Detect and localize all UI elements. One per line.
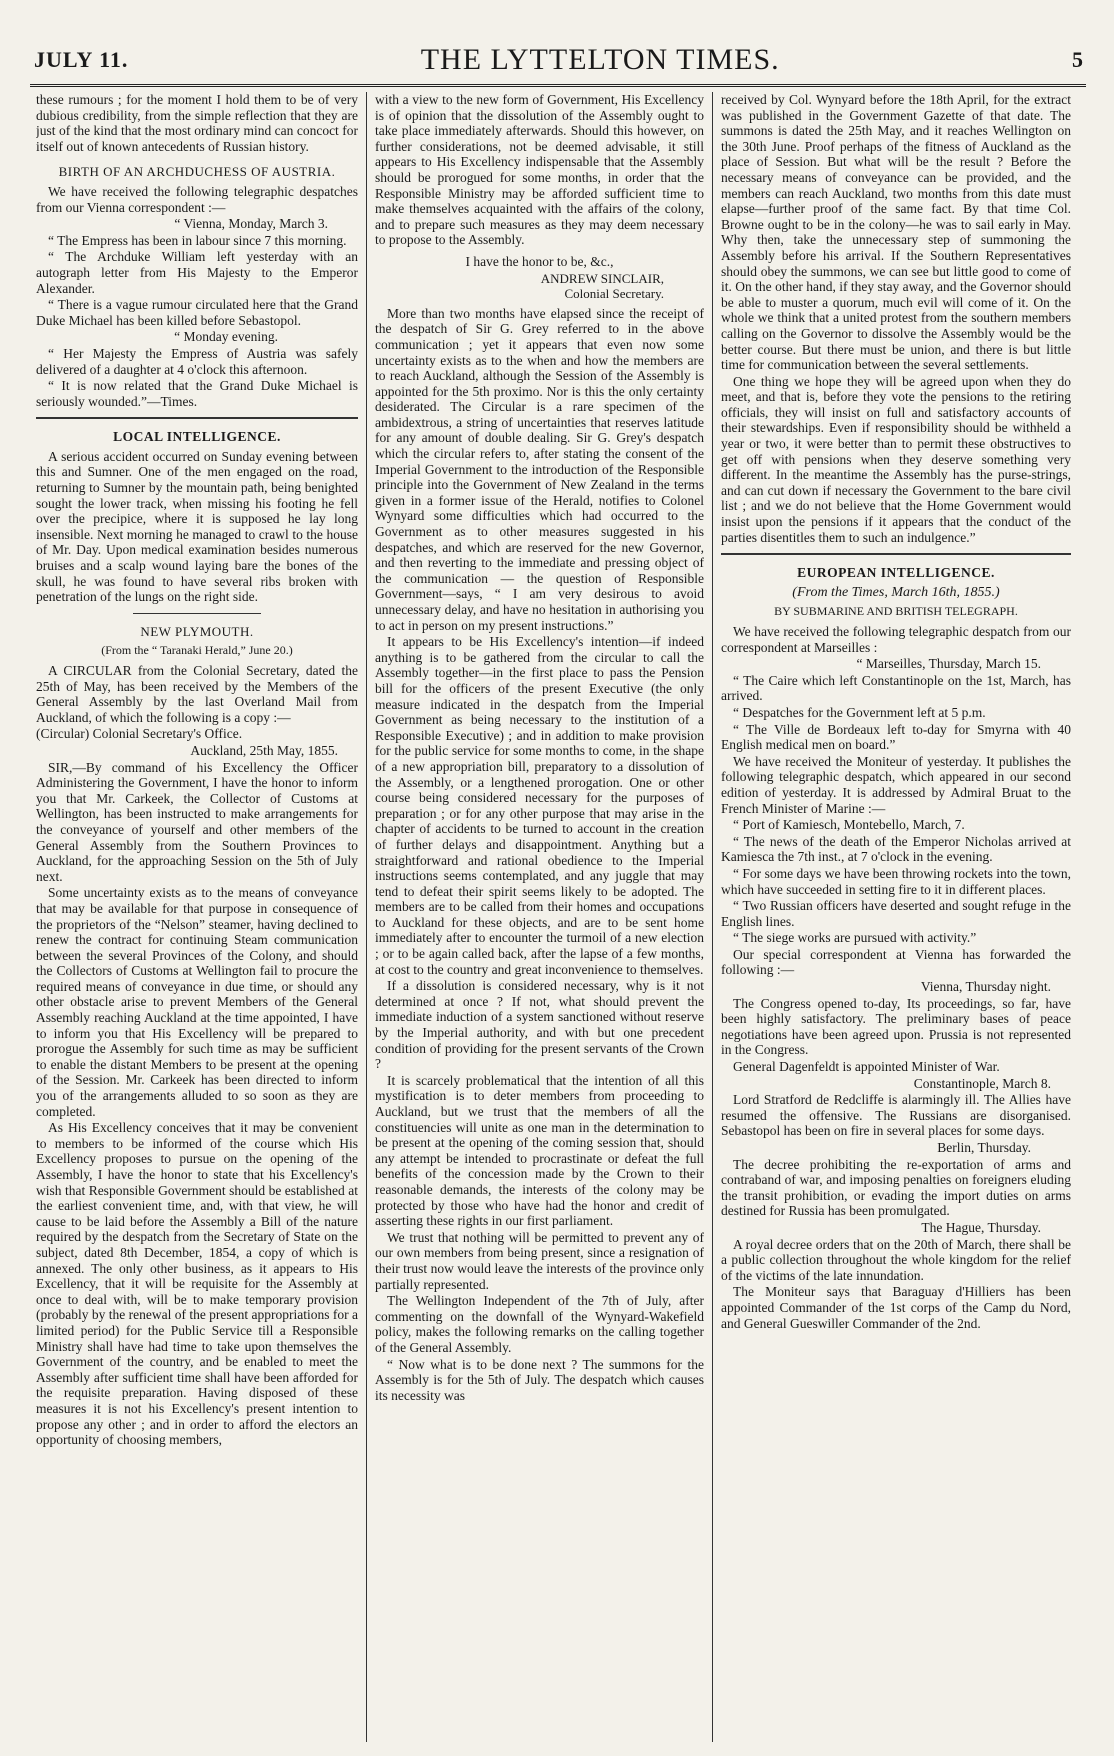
paragraph: One thing we hope they will be agreed upon when they do meet, and that is, before they vote the pensions to the retiring officials, they will insist on full and satisfactory accounts of their stewardships. Even if responsibility should be withheld a year or two, it were better than to permit these obstructives to get off with pensions when they deserve something very different. In the meantime the Assembly has the purse-strings, and can cut down if necessary the Government to the bare civil list ; and we do not believe that the Home Government would insist upon the pensions if it appears that the conduct of the parties disentitles them to such an indulgence.” xyxy=(721,373,1071,545)
section-divider xyxy=(133,613,262,614)
paragraph: received by Col. Wynyard before the 18th April, for the extract was published in the Government Gazette of that date. The summons is dated the 25th May, and it reaches Wellington on the 30th June. Proof perhaps of the fitness of Auckland as the place of Session. But what will be the result ? Before the necessary means of conveyance can be provided, and the members can reach Auckland, two months from this date must elapse—further proof of the same fact. By that time Col. Browne ought to be in the colony—he was to sail early in May. Why then, take the unnecessary step of summoning the Assembly before his arrival. If the Southern Representatives should obey the summons, we can see but little good to come of it. On the other hand, if they stay away, and the Governor should be able to muster a quorum, much evil will come of it. On the whole we think that a united protest from the southern members calling on the Governor to dissolve the Assembly would be the better course. But there must be union, and there is but little time for communication between the several settlements. xyxy=(721,92,1071,373)
paragraph: It appears to be His Excellency's intention—if indeed anything is to be gathered from the circular to call the Assembly together—in the first place to pass the Pension bill for the officers of the present Executive (the only measure indicated in the despatch from the Imperial Government as being necessary to the institution of a Responsible Executive) ; and in addition to make provision for the public service for some months to come, in the shape of a new appropriation bill, preparatory to a dissolution of the Assembly, or a lengthened prorogation. One or other course being considered necessary for the purposes of preparation ; or for any other purpose that may arise in the chapter of accidents to be turned to account in the creation of further delays and disappointment. Anything but a straightforward and rational obedience to the Imperial instructions seems contemplated, and any juggle that may tend to defeat their spirit seems likely to be adopted. The members are to be called from their homes and occupations to Auckland for these objects, and are to be sent home immediately after to encounter the turmoil of a new election ; or to be again called back, after the lapse of a few months, at cost to the country and great inconvenience to themselves. xyxy=(375,634,704,977)
column-2 xyxy=(375,92,704,1742)
column-3 xyxy=(721,92,1071,1742)
section-heading-new-plymouth: NEW PLYMOUTH. xyxy=(140,623,254,639)
paragraph: We have received the following telegraphic despatches from our Vienna correspondent :— xyxy=(36,183,358,215)
column-rule-1 xyxy=(366,92,367,1742)
dateline: “ Monday evening. xyxy=(174,329,278,345)
paragraph: If a dissolution is considered necessary, why is it not determined at once ? If not, what should prevent the immediate induction of a system sanctioned without reserve by the Imperial authority, and with but one precedent condition of providing for the present servants of the Crown ? xyxy=(375,978,704,1072)
paragraph: “ The news of the death of the Emperor Nicholas arrived at Kamiesca the 7th inst., at 7 o'clock in the evening. xyxy=(721,833,1071,865)
letter-closing: I have the honor to be, &c., xyxy=(465,253,614,269)
source-note: (From the “ Taranaki Herald,” June 20.) xyxy=(101,643,293,658)
paragraph: “ The siege works are pursued with activity.” xyxy=(733,930,977,946)
paragraph: “ There is a vague rumour circulated here that the Grand Duke Michael has been killed before Sebastopol. xyxy=(36,297,358,328)
section-heading-local-intelligence: LOCAL INTELLIGENCE. xyxy=(113,429,281,445)
paragraph: We trust that nothing will be permitted to prevent any of our own members from being present, since a resignation of their trust now would leave the interests of the province only partially represented. xyxy=(375,1229,704,1292)
dateline: Constantinople, March 8. xyxy=(913,1075,1051,1091)
signature-title: Colonial Secretary. xyxy=(564,286,664,302)
paragraph: Some uncertainty exists as to the means of conveyance that may be available for that purpose in consequence of the proprietors of the “Nelson” steamer, having declined to renew the contract for continuing Steam communication between the several Provinces of the Colony, and should the Collectors of Customs at Wellington fail to procure the required means of conveyance in due time, or should any other obstacle arise to prevent Members of the General Assembly reaching Auckland at the time appointed, I have to inform you that His Excellency will be prepared to prorogue the Assembly for such time as may be sufficient to enable the distant Members to be present at the opening of the Session. Mr. Carkeek has been directed to inform you of the arrangements alluded to so soon as they are completed. xyxy=(36,885,358,1119)
paragraph: “ It is now related that the Grand Duke Michael is seriously wounded.”—Times. xyxy=(36,378,358,409)
paragraph: “ The Archduke William left yesterday with an autograph letter from His Majesty to the Emperor Alexander. xyxy=(36,249,358,296)
paragraph: A CIRCULAR from the Colonial Secretary, dated the 25th of May, has been received by the Members of the General Assembly by the last Overland Mail from Auckland, of which the following is a copy :— xyxy=(36,663,358,725)
newspaper-title: THE LYTTELTON TIMES. xyxy=(420,43,780,76)
paragraph: “ Despatches for the Government left at 5 p.m. xyxy=(733,704,986,720)
paragraph: A serious accident occurred on Sunday evening between this and Sumner. One of the men engaged on the road, returning to Sumner by the mountain path, being benighted sought the lower track, when missing his footing he fell over the precipice, where it is supposed he lay long insensible. Next morning he managed to crawl to the house of Mr. Day. Upon medical examination besides numerous bruises and a scalp wound laying bare the bones of the skull, he was found to have several ribs broken with penetration of the lungs on the right side. xyxy=(36,448,358,605)
masthead-rule xyxy=(30,84,1086,87)
column-rule-2 xyxy=(712,92,713,1742)
source-note: (From the Times, March 16th, 1855.) xyxy=(792,584,1000,600)
paragraph: SIR,—By command of his Excellency the Officer Administering the Government, I have the honor to inform you that Mr. Carkeek, the Collector of Customs at Wellington, has been instructed to make arrangements for the conveyance of yourself and other members of the General Assembly from the Southern Provinces to Auckland, for the approaching Session on the 5th of July next. xyxy=(36,759,358,884)
dateline: Vienna, Thursday night. xyxy=(920,979,1051,995)
issue-date: JULY 11. xyxy=(34,47,129,72)
paragraph: The Congress opened to-day, Its proceedings, so far, have been highly satisfactory. The preliminary bases of peace negotiations have been agreed upon. Prussia is not represented in the Congress. xyxy=(721,995,1071,1058)
paragraph: It is scarcely problematical that the intention of all this mystification is to deter members from proceeding to Auckland, but we trust that the members of all the constituencies will unite as one man in the determination to be present at the opening of the coming session that, should any attempt be intended to procrastinate or defeat the full benefits of the concession made by the Crown to their reasonable demands, the interests of the colony may be protected by those who have had the honor and credit of asserting these rights in our first parliament. xyxy=(375,1072,704,1229)
telegraph-note: BY SUBMARINE AND BRITISH TELEGRAPH. xyxy=(774,604,1018,619)
dateline: The Hague, Thursday. xyxy=(921,1219,1041,1235)
dateline: “ Marseilles, Thursday, March 15. xyxy=(856,656,1041,672)
paragraph: General Dagenfeldt is appointed Minister of War. xyxy=(733,1059,1000,1075)
paragraph: A royal decree orders that on the 20th of March, there shall be a public collection throughout the whole kingdom for the relief of the victims of the late innundation. xyxy=(721,1236,1071,1283)
paragraph: The Moniteur says that Baraguay d'Hilliers has been appointed Commander of the 1st corps of the Camp du Nord, and General Gueswiller Commander of the 2nd. xyxy=(721,1284,1071,1331)
paragraph: these rumours ; for the moment I hold them to be of very dubious credibility, from the simple reflection that they are just of the kind that the most ordinary mind can concoct for itself out of known antecedents of Russian history. xyxy=(36,92,358,154)
section-heading-european-intelligence: EUROPEAN INTELLIGENCE. xyxy=(797,565,995,581)
letter-heading: (Circular) Colonial Secretary's Office. xyxy=(36,726,243,742)
paragraph: “ For some days we have been throwing rockets into the town, which have succeeded in setting fire to it in different places. xyxy=(721,865,1071,897)
section-divider xyxy=(36,417,358,419)
section-divider xyxy=(721,553,1071,555)
paragraph: The Wellington Independent of the 7th of July, after commenting on the downfall of the Wynyard-Wakefield policy, makes the following remarks on the calling together of the General Assembly. xyxy=(375,1293,704,1355)
dateline: “ Vienna, Monday, March 3. xyxy=(174,216,328,232)
paragraph: “ The Ville de Bordeaux left to-day for Smyrna with 40 English medical men on board.” xyxy=(721,721,1071,753)
paragraph: The decree prohibiting the re-exportation of arms and contraband of war, and imposing penalties on foreigners eluding the transit prohibition, or evading the import duties on arms destined for Russia has been promulgated. xyxy=(721,1156,1071,1219)
paragraph: with a view to the new form of Government, His Excellency is of opinion that the dissolution of the Assembly ought to take place immediately afterwards. Should this however, on further considerations, not be deemed advisable, it still appears to His Excellency indispensable that the Assembly should be prorogued for some months, in order that the Responsible Ministry may be afforded sufficient time to make themselves acquainted with the affairs of the colony, and to prepare such measures as they may deem necessary to propose to the Assembly. xyxy=(375,92,704,248)
signature-name: ANDREW SINCLAIR, xyxy=(540,270,664,286)
paragraph: “ Now what is to be done next ? The summons for the Assembly is for the 5th of July. The despatch which causes its necessity was xyxy=(375,1356,704,1403)
paragraph: “ Two Russian officers have deserted and sought refuge in the English lines. xyxy=(721,898,1071,929)
dateline: Berlin, Thursday. xyxy=(937,1140,1031,1155)
paragraph: “ Her Majesty the Empress of Austria was safely delivered of a daughter at 4 o'clock this afternoon. xyxy=(36,345,358,377)
paragraph: “ Port of Kamiesch, Montebello, March, 7. xyxy=(733,817,965,833)
paragraph: Lord Stratford de Redcliffe is alarmingly ill. The Allies have resumed the offensive. The Russians are disorganised. Sebastopol has been on fire in several places for some days. xyxy=(721,1092,1071,1139)
paragraph: As His Excellency conceives that it may be convenient to members to be informed of the course which His Excellency proposes to pursue on the opening of the Assembly, I have the honor to state that his Excellency's wish that Responsible Government should be established at the earliest convenient time, and, with that view, he will cause to be laid before the Assembly a Bill of the nature required by the despatch from the Secretary of State on the subject, dated 8th December, 1854, a copy of which is annexed. The only other business, as it appears to His Excellency, that it will be requisite for the Assembly at once to deal with, will be to make temporary provision (probably by the renewal of the present appropriations for a limited period) for the Public Service till a Responsible Ministry shall have had time to take upon themselves the Government of the country, and be enabled to meet the Assembly after sufficient time shall have been afforded for the requisite preparation. Having disposed of these measures it is not his Excellency's present intention to propose any other ; and in order to afford the electors an opportunity of choosing members, xyxy=(36,1120,358,1448)
column-1 xyxy=(36,92,358,1742)
masthead xyxy=(34,40,1084,80)
page-number: 5 xyxy=(1071,47,1084,72)
dateline: Auckland, 25th May, 1855. xyxy=(190,742,338,758)
paragraph: We have received the following telegraphic despatch from our correspondent at Marseilles : xyxy=(721,624,1071,655)
paragraph: Our special correspondent at Vienna has forwarded the following :— xyxy=(721,946,1071,978)
paragraph: We have received the Moniteur of yesterday. It publishes the following telegraphic despatch, which appeared in our second edition of yesterday. It is addressed by Admiral Bruat to the French Minister of Marine :— xyxy=(721,753,1071,816)
paragraph: “ The Empress has been in labour since 7 this morning. xyxy=(48,232,347,248)
paragraph: “ The Caire which left Constantinople on the 1st, March, has arrived. xyxy=(721,672,1071,704)
section-heading-birth-archduchess: BIRTH OF AN ARCHDUCHESS OF AUSTRIA. xyxy=(58,164,336,180)
paragraph: More than two months have elapsed since the receipt of the despatch of Sir G. Grey referred to in the above communication ; yet it appears that even now some uncertainty exists as to the when and how the members are to reach Auckland, although the Session of the Assembly is appointed for the 5th proximo. Nor is this the only certainty desiderated. The Circular is a rare specimen of the ambidextrous, a string of uncertainties that reserves latitude for any amount of double dealing. Sir G. Grey's despatch which the circular refers to, after stating the consent of the Imperial Government to the introduction of the Responsible principle into the Government of New Zealand in the terms given in a former issue of the Herald, notifies to Colonel Wynyard some difficulties which had occurred to the Government as to other measures suggested in his despatches, and which are reserved for the new Governor, and then reverting to the immediate and pressing object of the communication — the question of Responsible Government—says, “ I am very desirous to avoid unnecessary delay, and have no hesitation in authorising you to act in person on my present instructions.” xyxy=(375,305,704,633)
